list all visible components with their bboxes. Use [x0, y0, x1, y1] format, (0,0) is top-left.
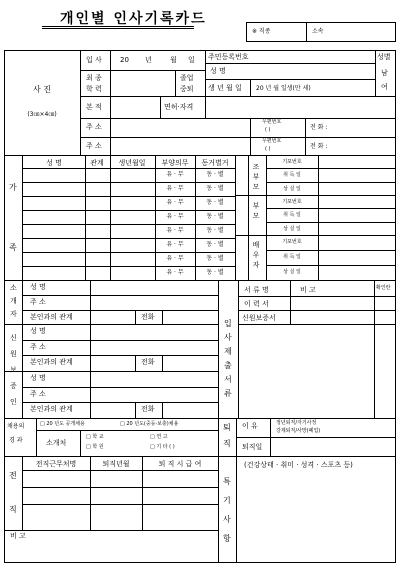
- intro-row-2: 본인과의 관계: [30, 313, 73, 321]
- license-label: 면허·자격: [164, 103, 194, 111]
- hire-check-school[interactable]: □ 학 교: [86, 434, 104, 440]
- intro-side-1: 개: [10, 297, 17, 305]
- family-duty-3[interactable]: 유 · 무: [166, 213, 184, 220]
- family-row-line: [22, 168, 235, 169]
- docs-side-4: 서: [224, 375, 232, 384]
- family-side-1: 가: [9, 183, 17, 192]
- gender-female: 여: [381, 83, 388, 91]
- guarantor-line: [22, 402, 218, 403]
- guarantor-row-2: 본인과의 관계: [30, 358, 73, 367]
- intro-row-1: 주 소: [30, 298, 46, 306]
- header-mark: ※ 직종: [252, 28, 271, 35]
- guarantor-row-5: 본인과의 관계: [30, 405, 73, 414]
- family-duty-6[interactable]: 유 · 무: [166, 255, 184, 262]
- guarantor-side-0: 신: [10, 334, 17, 342]
- family-header-birth: 생년월일: [118, 159, 146, 167]
- title-underline: [42, 26, 194, 27]
- family-right-2: 부 모: [252, 202, 260, 220]
- family-right-line: [266, 182, 396, 183]
- family-right-item-2-0: 기포번호: [282, 239, 302, 245]
- family-header-duty: 부양의무: [161, 159, 189, 167]
- birth-fill: 20 년 월 일생(만 세): [256, 85, 311, 92]
- family-row-line: [22, 210, 235, 211]
- family-right-item-1-0: 기포번호: [282, 199, 302, 205]
- family-header-relation: 관계: [90, 159, 104, 167]
- intro-line: [22, 295, 218, 296]
- family-duty-4[interactable]: 유 · 무: [166, 227, 184, 234]
- guarantor-tel-5: 전화: [141, 405, 155, 414]
- juso-label-1: 주 소: [86, 123, 102, 131]
- intro-vline3: [162, 310, 163, 324]
- intro-line: [22, 310, 218, 311]
- docs-r2: 신원보증서: [242, 314, 276, 322]
- gender-label: 성별: [377, 53, 391, 61]
- retire-side-1: 퇴: [223, 423, 231, 432]
- family-right-item-2-2: 상 실 일: [283, 269, 301, 275]
- family-right-1: 조부모: [252, 163, 260, 191]
- ipsa-wol: 월: [170, 56, 177, 64]
- postal-label-2: 우편번호: [262, 138, 282, 144]
- family-row-line: [22, 196, 235, 197]
- family-right-item-0-1: 취 득 일: [283, 172, 301, 179]
- birth-label: 생 년 월 일: [208, 84, 242, 92]
- guarantor-row-1: 주 소: [30, 342, 46, 351]
- family-right-line: [266, 265, 396, 266]
- hire-side-2: 경 과: [9, 437, 23, 444]
- family-duty-2[interactable]: 유 · 무: [166, 199, 184, 206]
- family-row-line: [22, 238, 235, 239]
- career-h3: 퇴 직 시 급 여: [158, 460, 202, 468]
- hire-check-academy[interactable]: □ 학 원: [86, 444, 104, 450]
- ipsa-nyeon: 년: [145, 56, 152, 64]
- hire-check-relation[interactable]: □ 연 고: [150, 434, 168, 440]
- career-h2: 퇴직년월: [102, 460, 130, 468]
- family-live-4[interactable]: 동 · 별: [206, 227, 224, 234]
- intro-tel: 전화: [141, 313, 155, 321]
- bigo-label: 비 고: [10, 532, 26, 540]
- remarks-side-0: 특: [223, 477, 231, 486]
- family-live-2[interactable]: 동 · 별: [206, 199, 224, 206]
- career-side-1: 전: [9, 471, 17, 480]
- guarantor-row-4: 주 소: [30, 389, 46, 398]
- intro-row-0: 성 명: [30, 283, 46, 291]
- family-live-1[interactable]: 동 · 별: [206, 185, 224, 192]
- guarantor-vline: [162, 355, 163, 371]
- jumin-label: 주민등록번호: [208, 53, 249, 61]
- photo-label: 사 진: [33, 85, 51, 94]
- family-duty-0[interactable]: 유 · 무: [166, 171, 184, 178]
- guarantor-row-3: 성 명: [30, 374, 46, 382]
- guarantor-side-4: 인: [10, 398, 17, 406]
- hire-side-1: 채용의: [7, 423, 25, 430]
- docs-side-3: 출: [224, 361, 232, 370]
- family-right-3: 배 우 자: [252, 241, 260, 269]
- family-row-line: [22, 252, 235, 253]
- career-h1: 전직근무처명: [35, 460, 77, 468]
- family-right-line: [266, 250, 396, 251]
- guarantor-vline: [162, 402, 163, 418]
- guarantor-side-3: 증: [10, 382, 17, 390]
- docs-side-5: 류: [224, 389, 232, 398]
- remarks-side-1: 기: [223, 496, 231, 505]
- family-live-6[interactable]: 동 · 별: [206, 255, 224, 262]
- family-row-line: [22, 266, 235, 267]
- docs-side-2: 제: [224, 347, 232, 356]
- page-title: 개인별 인사기록카드: [60, 11, 207, 27]
- intro-side-2: 자: [10, 310, 17, 318]
- docs-r1: 이 력 서: [244, 300, 269, 308]
- guarantor-row-0: 성 명: [30, 327, 46, 335]
- phone-label-1: 전 화 :: [310, 124, 328, 131]
- family-header-live: 동거별거: [201, 159, 229, 167]
- hakryeok-label: 학 력: [86, 85, 102, 93]
- postal-label-1: 우편번호: [262, 119, 282, 125]
- hire-opt-1[interactable]: □ 20 년도 공개채용: [40, 421, 85, 427]
- family-duty-5[interactable]: 유 · 무: [166, 241, 184, 248]
- docs-h1: 서 류 명: [244, 286, 269, 294]
- title-underline-2: [42, 28, 194, 29]
- retire-date: 퇴직일: [242, 443, 263, 451]
- remarks-side-3: 항: [223, 534, 231, 543]
- family-duty-1[interactable]: 유 · 무: [166, 185, 184, 192]
- guarantor-vline: [135, 355, 136, 371]
- gender-male: 남: [381, 69, 388, 77]
- family-live-3[interactable]: 동 · 별: [206, 213, 224, 220]
- joreop-label: 졸업: [180, 74, 194, 82]
- guarantor-side-1: 원: [10, 350, 17, 358]
- ipsa-year: 20: [120, 56, 129, 64]
- postal-paren-2: ( ): [265, 146, 271, 152]
- family-live-7[interactable]: 동 · 별: [206, 269, 224, 276]
- family-right-line: [266, 168, 396, 169]
- hire-route: 소개처: [46, 439, 67, 447]
- intro-side-0: 소: [10, 284, 17, 292]
- docs-h2: 비 고: [300, 286, 316, 294]
- intro-vline2: [135, 310, 136, 324]
- family-right-item-1-2: 상 실 일: [283, 225, 301, 232]
- remarks-hint: (건강상태 · 취미 · 성격 · 스포츠 등): [244, 461, 353, 469]
- ipsa-label: 입 사: [86, 56, 102, 64]
- docs-side-0: 입: [224, 319, 232, 328]
- intro-vline: [90, 280, 91, 324]
- juso-label-2: 주 소: [86, 142, 102, 150]
- choejong-label: 최 종: [86, 74, 102, 82]
- guarantor-line: [22, 387, 218, 388]
- family-right-item-0-0: 기포번호: [282, 159, 302, 165]
- family-right-item-1-1: 취 득 일: [283, 212, 301, 219]
- family-row-line: [22, 224, 235, 225]
- family-header-name: 성 명: [46, 159, 62, 167]
- ipsa-il: 일: [188, 56, 195, 64]
- header-sosok: 소속: [312, 28, 324, 35]
- retire-reason-2: 강제퇴직/사망(폐업): [276, 428, 321, 434]
- family-live-0[interactable]: 동 · 별: [206, 171, 224, 178]
- family-right-line: [266, 208, 396, 209]
- guarantor-line: [22, 355, 218, 356]
- guarantor-vline: [135, 402, 136, 418]
- docs-side-1: 사: [224, 333, 232, 342]
- bonjeok-label: 본 적: [86, 103, 102, 111]
- family-right-item-0-2: 상 실 일: [283, 185, 301, 192]
- guarantor-side-2: 보: [10, 366, 17, 374]
- hire-check-etc[interactable]: □ 기 타 ( ): [150, 444, 175, 450]
- family-side-2: 족: [9, 243, 17, 252]
- guarantor-line: [22, 340, 218, 341]
- family-right-item-2-1: 취 득 일: [283, 254, 301, 260]
- photo-size: (3㎝×4㎝): [27, 111, 57, 118]
- guarantor-tel-2: 전화: [141, 358, 155, 367]
- retire-side-2: 직: [223, 439, 231, 448]
- remarks-side-2: 사: [223, 515, 231, 524]
- hire-opt-2[interactable]: □ 20 년도(중등·보충)채용: [120, 421, 179, 427]
- family-row-line: [22, 182, 235, 183]
- career-side-2: 직: [9, 505, 17, 514]
- family-right-line: [266, 222, 396, 223]
- guarantor-line: [22, 371, 218, 372]
- family-live-5[interactable]: 동 · 별: [206, 241, 224, 248]
- phone-label-2: 전 화 :: [310, 143, 328, 150]
- jungtoe-label: 중퇴: [180, 85, 194, 93]
- docs-h3: 확인란: [376, 285, 391, 291]
- retire-reason: 이 유: [242, 422, 258, 430]
- guarantor-vline-main: [90, 324, 91, 418]
- family-duty-7[interactable]: 유 · 무: [166, 269, 184, 276]
- postal-paren-1: ( ): [265, 127, 271, 133]
- retire-reason-1: 정년퇴직/자기사정: [276, 420, 317, 426]
- seongmyeong-label: 성 명: [210, 67, 226, 75]
